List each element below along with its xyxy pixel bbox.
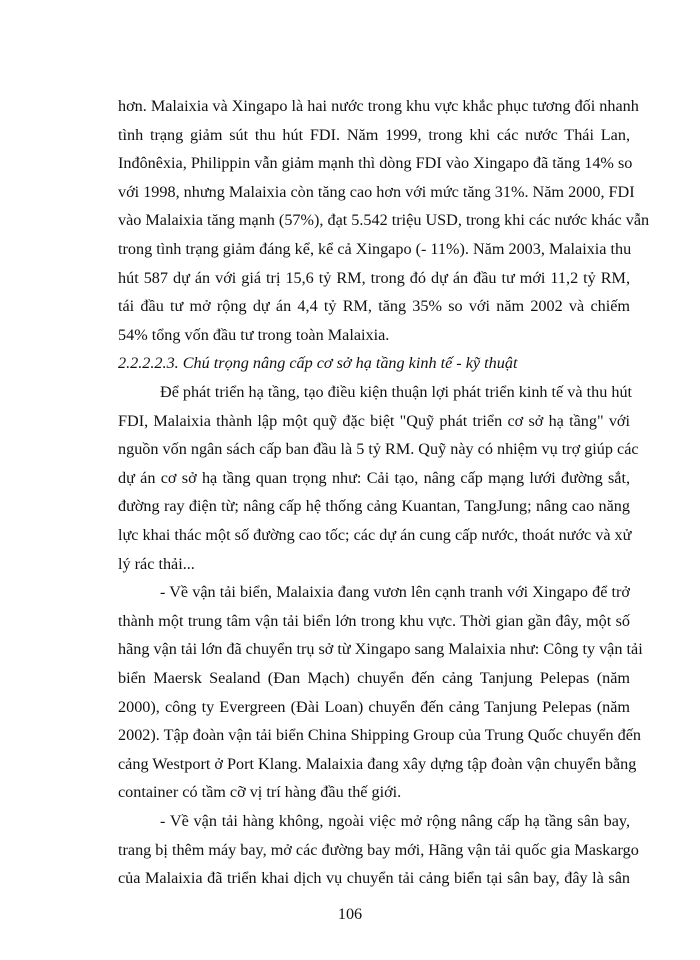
text-line: 2002). Tập đoàn vận tải biển China Shipping Group của Trung Quốc chuyển đến bbox=[118, 726, 642, 744]
text-line: hút 587 dự án với giá trị 15,6 tỷ RM, trong đó dự án đầu tư mới 11,2 tỷ RM, bbox=[118, 269, 630, 287]
text-line: biển Maersk Sealand (Đan Mạch) chuyển đến cảng Tanjung Pelepas (năm bbox=[118, 669, 630, 687]
text-line: nguồn vốn ngân sách cấp ban đầu là 5 tỷ RM. Quỹ này có nhiệm vụ trợ giúp các bbox=[118, 440, 639, 458]
text-line: hơn. Malaixia và Xingapo là hai nước trong khu vực khắc phục tương đối nhanh bbox=[118, 97, 639, 115]
text-line: Inđônêxia, Philippin vẫn giảm mạnh thì dòng FDI vào Xingapo đã tăng 14% so bbox=[118, 154, 633, 172]
page-number: 106 bbox=[337, 905, 363, 923]
text-line: tình trạng giảm sút thu hút FDI. Năm 1999, trong khi các nước Thái Lan, bbox=[118, 126, 630, 144]
text-line: 2000), công ty Evergreen (Đài Loan) chuyển đến cảng Tanjung Pelepas (năm bbox=[118, 698, 630, 716]
text-line: lực khai thác một số đường cao tốc; các dự án cung cấp nước, thoát nước và xử bbox=[118, 526, 632, 544]
text-line: đường ray điện từ; nâng cấp hệ thống cảng Kuantan, TangJung; nâng cao năng bbox=[118, 497, 630, 515]
text-line: với 1998, nhưng Malaixia còn tăng cao hơn với mức tăng 31%. Năm 2000, FDI bbox=[118, 183, 635, 201]
text-line: trong tình trạng giảm đáng kể, kể cả Xingapo (- 11%). Năm 2003, Malaixia thu bbox=[118, 240, 632, 258]
section-heading: 2.2.2.2.3. Chú trọng nâng cấp cơ sở hạ tầng kinh tế - kỹ thuật bbox=[118, 354, 518, 372]
text-line: container có tầm cỡ vị trí hàng đầu thế giới. bbox=[118, 783, 402, 801]
text-line: - Về vận tải hàng không, ngoài việc mở rộng nâng cấp hạ tầng sân bay, bbox=[160, 812, 630, 830]
text-line: thành một trung tâm vận tải biển lớn trong khu vực. Thời gian gần đây, một số bbox=[118, 612, 630, 630]
text-line: hãng vận tải lớn đã chuyển trụ sở từ Xingapo sang Malaixia như: Công ty vận tải bbox=[118, 640, 643, 658]
text-line: Để phát triển hạ tầng, tạo điều kiện thuận lợi phát triển kinh tế và thu hút bbox=[160, 383, 633, 401]
text-line: tái đầu tư mở rộng dự án 4,4 tỷ RM, tăng 35% so với năm 2002 và chiếm bbox=[118, 297, 630, 315]
text-line: cảng Westport ở Port Klang. Malaixia đang xây dựng tập đoàn vận chuyển bằng bbox=[118, 755, 637, 773]
text-line: dự án cơ sở hạ tầng quan trọng như: Cải tạo, nâng cấp mạng lưới đường sắt, bbox=[118, 469, 630, 487]
text-line: FDI, Malaixia thành lập một quỹ đặc biệt "Quỹ phát triển cơ sở hạ tầng" với bbox=[118, 412, 630, 430]
text-line: 54% tổng vốn đầu tư trong toàn Malaixia. bbox=[118, 326, 390, 344]
text-line: của Malaixia đã triển khai dịch vụ chuyển tải cảng biển tại sân bay, đây là sân bbox=[118, 869, 630, 887]
text-line: trang bị thêm máy bay, mở các đường bay mới, Hãng vận tải quốc gia Maskargo bbox=[118, 841, 639, 859]
text-line: vào Malaixia tăng mạnh (57%), đạt 5.542 triệu USD, trong khi các nước khác vẫn bbox=[118, 211, 650, 229]
text-line: - Về vận tải biển, Malaixia đang vươn lên cạnh tranh với Xingapo để trở bbox=[160, 583, 630, 601]
text-line: lý rác thải... bbox=[118, 555, 195, 573]
